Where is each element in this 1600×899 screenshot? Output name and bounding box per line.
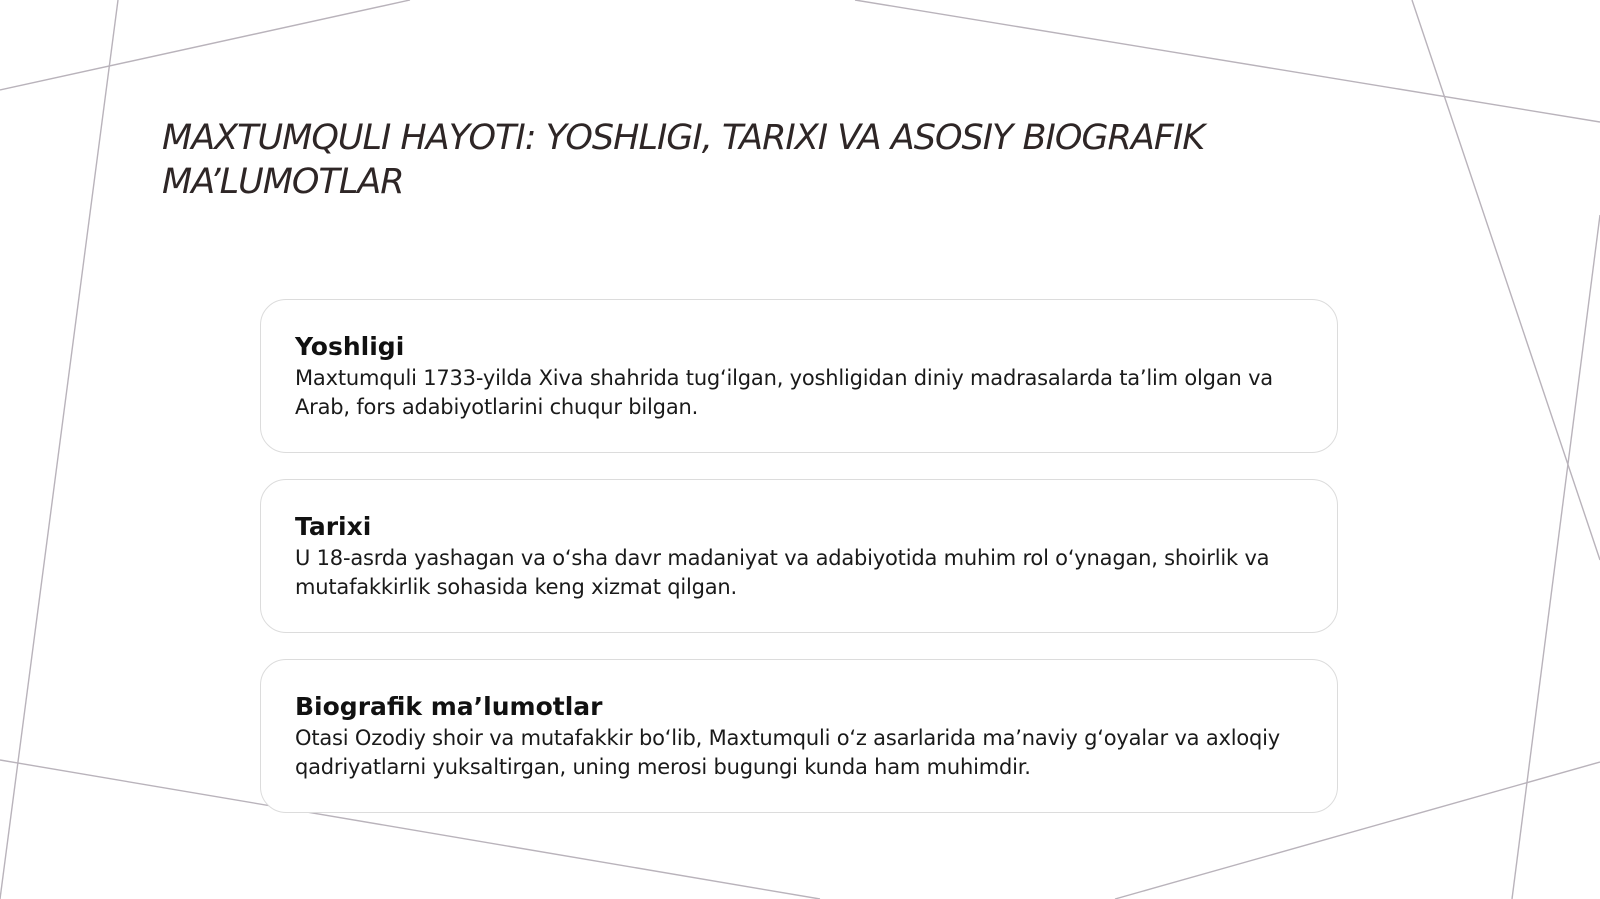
- decor-line: [0, 0, 118, 899]
- card-heading: Tarixi: [295, 512, 372, 541]
- card-heading: Yoshligi: [295, 332, 405, 361]
- decor-line: [0, 0, 410, 90]
- slide-title: MAXTUMQULI HAYOTI: YOSHLIGI, TARIXI VA ASOSIY BIOGRAFIK MA’LUMOTLAR: [162, 118, 1205, 202]
- info-card-tarixi: [260, 479, 1338, 633]
- card-body-text: Maxtumquli 1733-yilda Xiva shahrida tug‘ilgan, yoshligidan diniy madrasalarda ta’lim olgan va Arab, fors adabiyotlarini chuqur bilgan.: [295, 366, 1273, 419]
- card-body-text: Otasi Ozodiy shoir va mutafakkir bo‘lib, Maxtumquli o‘z asarlarida ma’naviy g‘oyalar va axloqiy qadriyatlarni yuksaltirgan, uning merosi bugungi kunda ham muhimdir.: [295, 726, 1280, 779]
- card-body-text: U 18-asrda yashagan va o‘sha davr madaniyat va adabiyotida muhim rol o‘ynagan, shoirlik va mutafakkirlik sohasida keng xizmat qilgan.: [295, 546, 1270, 599]
- decor-line: [855, 0, 1600, 122]
- info-card-biografik-malumotlar: [260, 659, 1338, 813]
- info-card-yoshligi: [260, 299, 1338, 453]
- decor-line: [1412, 0, 1600, 560]
- card-heading: Biografik ma’lumotlar: [295, 692, 603, 721]
- decor-line: [1512, 215, 1600, 899]
